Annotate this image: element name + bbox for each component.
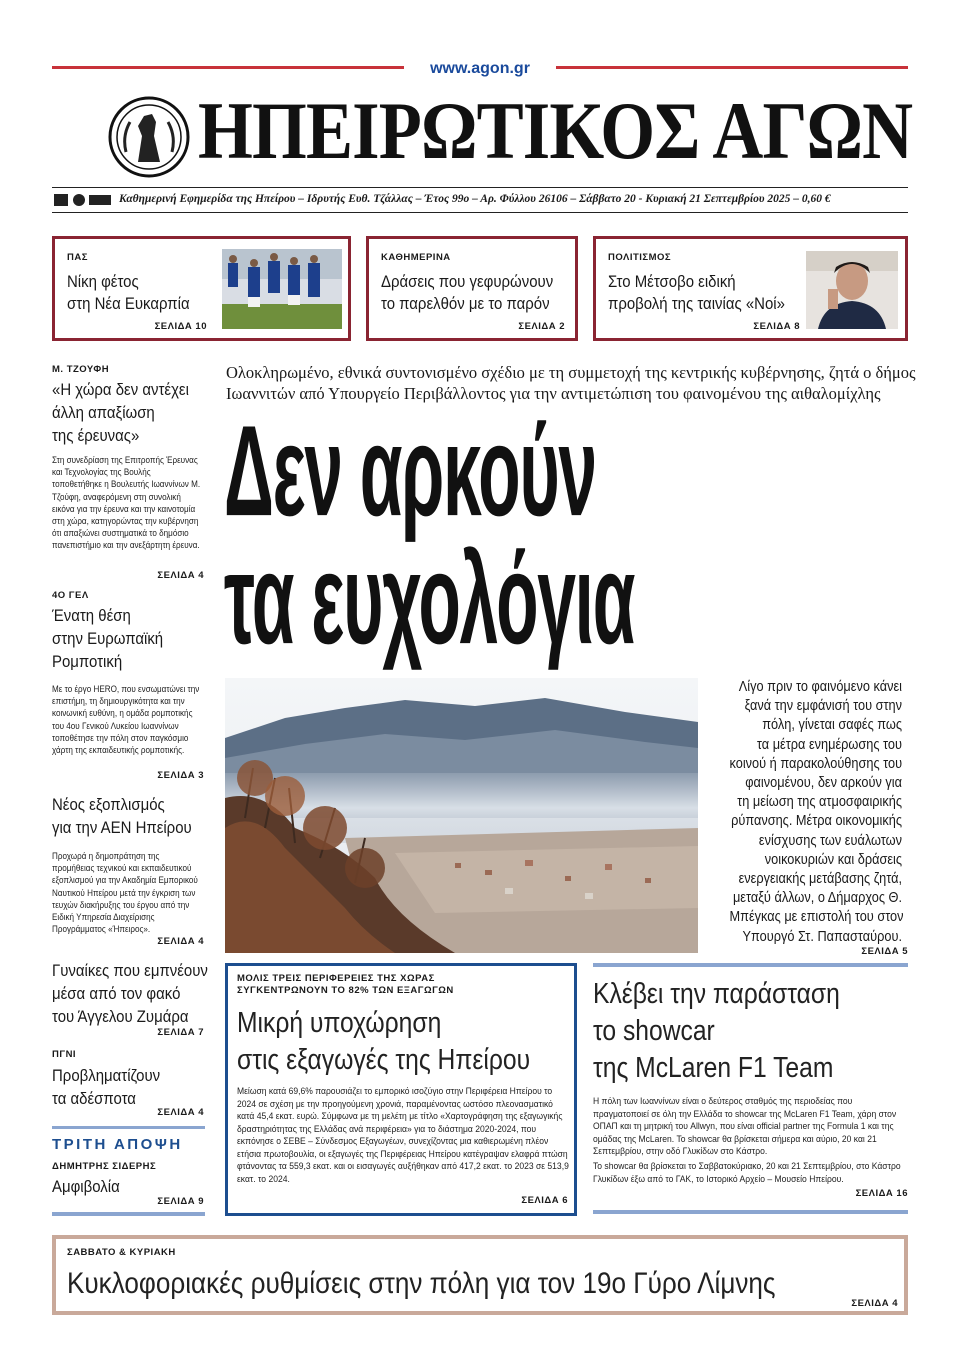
- opinion-headline[interactable]: Αμφιβολία: [52, 1177, 120, 1196]
- sidebar-body: Στη συνεδρίαση της Επιτροπής Έρευνας και Τεχνολογίας της Βουλής τοποθετήθηκε η Βουλευτής Ιωαννίνων Μ. Τζούφη, αναφερόμενη στη συνολική εικόνα για την έρευνα και την καινοτομία στη χώρα, κατηγορώντας την κυβέρνηση ότι απαξιώνει συστηματικά το δημόσιο πανεπιστήμιο και την ανεξάρτητη έρευνα.: [52, 455, 201, 551]
- masthead-title: ΗΠΕΙΡΩΤΙΚΟΣ ΑΓΩΝ: [198, 85, 913, 176]
- bottom-banner[interactable]: [52, 1235, 908, 1315]
- lead-line: ξανά την εμφάνισή του στην: [744, 698, 902, 715]
- teaser-politismos[interactable]: [593, 236, 908, 341]
- sidebar-headline[interactable]: Προβληματίζουν: [52, 1066, 161, 1085]
- sidebar-headline[interactable]: Ένατη θέση: [52, 606, 131, 625]
- film-still-photo: [806, 251, 898, 329]
- teaser-headline: το παρελθόν με το παρόν: [381, 294, 550, 313]
- site-url[interactable]: www.agon.gr: [430, 60, 530, 77]
- bottom-headline: Κυκλοφοριακές ρυθμίσεις στην πόλη για τον 19ο Γύρο Λίμνης: [67, 1267, 776, 1300]
- sidebar-page: ΣΕΛΙΔΑ 4: [157, 570, 204, 581]
- football-team-photo: [222, 249, 342, 329]
- lead-line: Υπουργό Στ. Παπασταύρου.: [742, 928, 902, 945]
- top-rule-left: [52, 66, 404, 69]
- sidebar-headline[interactable]: Νέος εξοπλισμός: [52, 795, 165, 814]
- lead-line: ενεργειακής μετάβασης ζητά,: [738, 871, 902, 888]
- sidebar-page: ΣΕΛΙΔΑ 7: [157, 1027, 204, 1038]
- lead-line: Λίγο πριν το φαινόμενο κάνει: [738, 679, 902, 695]
- info-icons: [54, 193, 114, 207]
- opinion-title: ΤΡΙΤΗ ΑΠΟΨΗ: [52, 1136, 183, 1153]
- main-headline[interactable]: τα ευχολόγια: [224, 526, 635, 671]
- teaser-pas[interactable]: [52, 236, 351, 341]
- sidebar-page: ΣΕΛΙΔΑ 4: [157, 1107, 204, 1118]
- exports-body: Μείωση κατά 69,6% παρουσιάζει το εμπορικό ισοζύγιο στην Περιφέρεια Ηπείρου το 2024 σε σχέση με την προηγούμενη χρονιά, παραμένοντας ωστόσο πλεονασματικό κατά 45,4 εκατ. ευρώ. Σύμφωνα με τη μελέτη με τίτλο «Χαρτογράφηση της εξαγωγικής δραστηριότητας της Ελλάδας ανά περιφέρεια» για το διάστημα 2020-2024, που εκπόνησε ο ΣΕΒΕ – Σύνδεσμος Εξαγωγέων, συνεχίζοντας μια καθιερωμένη πλέον ετήσια πρωτοβουλία, οι εξαγωγές της Περιφέρειας Ηπείρου κατέγραψαν ελαφρά πτώση φτάνοντας τα 559,3 εκατ. και οι εισαγωγές αυξήθηκαν από 417,2 εκατ. το 2023 σε 513,9 εκατ. το 2024.: [237, 1086, 569, 1185]
- exports-kicker: ΜΟΛΙΣ ΤΡΕΙΣ ΠΕΡΙΦΕΡΕΙΕΣ ΤΗΣ ΧΩΡΑΣ: [237, 973, 435, 984]
- opinion-rule-bottom: [52, 1212, 205, 1216]
- lead-line: κοινού ή παρακολούθησης του: [729, 755, 903, 772]
- exports-box[interactable]: [225, 963, 577, 1216]
- teaser-headline: προβολή της ταινίας «Νοί»: [608, 294, 785, 313]
- sidebar-headline[interactable]: του Άγγελου Ζυμάρα: [52, 1007, 189, 1026]
- teaser-kicker: ΠΟΛΙΤΙΣΜΟΣ: [608, 252, 672, 263]
- exports-headline: στις εξαγωγές της Ηπείρου: [237, 1044, 531, 1076]
- teaser-page: ΣΕΛΙΔΑ 10: [154, 321, 207, 332]
- exports-headline: Μικρή υποχώρηση: [237, 1007, 442, 1039]
- lead-line: πόλη, γίνεται σαφές πως: [762, 717, 902, 734]
- mclaren-headline[interactable]: Κλέβει την παράσταση: [593, 978, 840, 1010]
- main-lead: [706, 678, 902, 947]
- main-headline[interactable]: Δεν αρκούν: [224, 398, 596, 543]
- main-page: ΣΕΛΙΔΑ 5: [861, 946, 908, 957]
- lead-line: φαινομένου, δεν αρκούν για: [745, 775, 902, 792]
- exports-page: ΣΕΛΙΔΑ 6: [521, 1195, 568, 1206]
- sidebar-headline[interactable]: Ρομποτική: [52, 652, 123, 671]
- lead-line: μεταξύ άλλων, ο Δήμαρχος Θ.: [732, 890, 902, 907]
- opinion-author: ΔΗΜΗΤΡΗΣ ΣΙΔΕΡΗΣ: [52, 1161, 157, 1172]
- teaser-page: ΣΕΛΙΔΑ 8: [753, 321, 800, 332]
- info-bar: Καθημερινή Εφημερίδα της Ηπείρου – Ιδρυτής Ευθ. Τζάλλας – Έτος 99ο – Αρ. Φύλλου 26106 – Σάββατο 20 - Κυριακή 21 Σεπτεμβρίου 2025 – 0,60 €: [119, 193, 831, 205]
- lead-line: νοικοκυριών και δράσεις: [764, 851, 902, 868]
- opinion-rule-top: [52, 1126, 205, 1129]
- teaser-headline: Νίκη φέτος: [67, 272, 139, 291]
- mclaren-headline[interactable]: το showcar: [593, 1015, 715, 1047]
- sidebar-page: ΣΕΛΙΔΑ 3: [157, 770, 204, 781]
- mclaren-body: Η πόλη των Ιωαννίνων είναι ο δεύτερος σταθμός της περιοδείας που πραγματοποιεί σε όλη την Ελλάδα το showcar της McLaren F1 Team, χάρη στον ΟΠΑΠ και τη μητρική του Allwyn, που είναι official partner της Formula 1 και της ομάδας της McLaren. Το showcar θα βρίσκεται σήμερα και αύριο, 20 και 21 Σεπτεμβρίου, στην οδό Γλυκίδων στο Κάστρο.: [593, 1096, 897, 1157]
- smog-landscape-photo: [225, 678, 698, 953]
- mclaren-page: ΣΕΛΙΔΑ 16: [855, 1188, 908, 1199]
- sidebar-headline[interactable]: μέσα από τον φακό: [52, 984, 181, 1003]
- info-rule-bottom: [52, 212, 908, 213]
- mclaren-headline[interactable]: της McLaren F1 Team: [593, 1052, 834, 1084]
- sidebar-kicker: ΠΓΝΙ: [52, 1049, 77, 1060]
- sidebar-headline[interactable]: τα αδέσποτα: [52, 1089, 136, 1108]
- mclaren-rule-bottom: [593, 1210, 908, 1214]
- lead-line: τα μέτρα ενημέρωσης του: [756, 736, 902, 753]
- sidebar-kicker: 4Ο ΓΕΛ: [52, 590, 89, 601]
- sidebar-body: Προχωρά η δημοπράτηση της προμήθειας τεχνικού και εκπαιδευτικού εξοπλισμού για την Ακαδημία Εμπορικού Ναυτικού Ηπείρου μετά την έγκριση των τευχών διακήρυξης του έργου από την Ειδική Υπηρεσία Διαχείρισης Προγράμματος «Ήπειρος».: [52, 851, 198, 935]
- sidebar-body: Με το έργο HERO, που ενσωματώνει την επιστήμη, τη δημιουργικότητα και την κοινωνική ευθύνη, η ομάδα ρομποτικής του 4ου Γενικού Λυκείου Ιωαννίνων τοποθέτησε την πόλη στον παγκόσμιο χάρτη της εκπαιδευτικής ρομποτικής.: [52, 684, 200, 756]
- sidebar-headline[interactable]: για την ΑΕΝ Ηπείρου: [52, 818, 192, 837]
- teaser-headline: Δράσεις που γεφυρώνουν: [381, 272, 554, 291]
- lead-line: ρύπανσης. Μέτρα οικονομικής: [731, 813, 902, 830]
- main-deck: Ολοκληρωμένο, εθνικά συντονισμένο σχέδιο με τη συμμετοχή της κεντρικής κυβέρνησης, ζητά ο δήμος: [226, 363, 916, 382]
- mclaren-body: Το showcar θα βρίσκεται το Σαββατοκύριακο, 20 και 21 Σεπτεμβρίου, στο Κάστρο Γλυκίδων έξω από το ΓΑΚ, το Ιστορικό Αρχείο – Μουσείο Ηπείρου.: [593, 1161, 901, 1185]
- teaser-page: ΣΕΛΙΔΑ 2: [518, 321, 565, 332]
- sidebar-headline[interactable]: άλλη απαξίωση: [52, 403, 155, 422]
- top-rule-right: [556, 66, 908, 69]
- teaser-kicker: ΚΑΘΗΜΕΡΙΝΑ: [381, 252, 451, 263]
- bottom-kicker: ΣΑΒΒΑΤΟ & ΚΥΡΙΑΚΗ: [67, 1247, 176, 1258]
- bottom-page: ΣΕΛΙΔΑ 4: [851, 1298, 898, 1309]
- lead-line: ενίσχυσης των ευάλωτων: [758, 832, 902, 849]
- mclaren-rule-top: [593, 963, 908, 967]
- sidebar-headline[interactable]: «Η χώρα δεν αντέχει: [52, 380, 189, 399]
- exports-kicker: ΣΥΓΚΕΝΤΡΩΝΟΥΝ ΤΟ 82% ΤΩΝ ΕΞΑΓΩΓΩΝ: [237, 985, 454, 996]
- info-rule-top: [52, 187, 908, 188]
- teaser-kathimerina[interactable]: [366, 236, 578, 341]
- sidebar-kicker: Μ. ΤΖΟΥΦΗ: [52, 364, 110, 375]
- sidebar-page: ΣΕΛΙΔΑ 4: [157, 936, 204, 947]
- lead-line: τη μείωση της ατμοσφαιρικής: [737, 794, 902, 811]
- sidebar-headline[interactable]: στην Ευρωπαϊκή: [52, 629, 164, 648]
- teaser-kicker: ΠΑΣ: [67, 252, 88, 263]
- sidebar-headline[interactable]: της έρευνας»: [52, 426, 140, 445]
- teaser-headline: Στο Μέτσοβο ειδική: [608, 272, 736, 291]
- sidebar-headline[interactable]: Γυναίκες που εμπνέουν: [52, 961, 208, 980]
- teaser-headline: στη Νέα Ευκαρπία: [67, 294, 190, 313]
- main-deck: Ιωαννιτών από Υπουργείο Περιβάλλοντος για την αντιμετώπιση του φαινομένου της αιθαλομίχλης: [226, 384, 881, 403]
- masthead-logo: [108, 96, 190, 178]
- lead-line: Μπέγκας με επιστολή του στον: [729, 909, 904, 926]
- opinion-page: ΣΕΛΙΔΑ 9: [157, 1196, 204, 1207]
